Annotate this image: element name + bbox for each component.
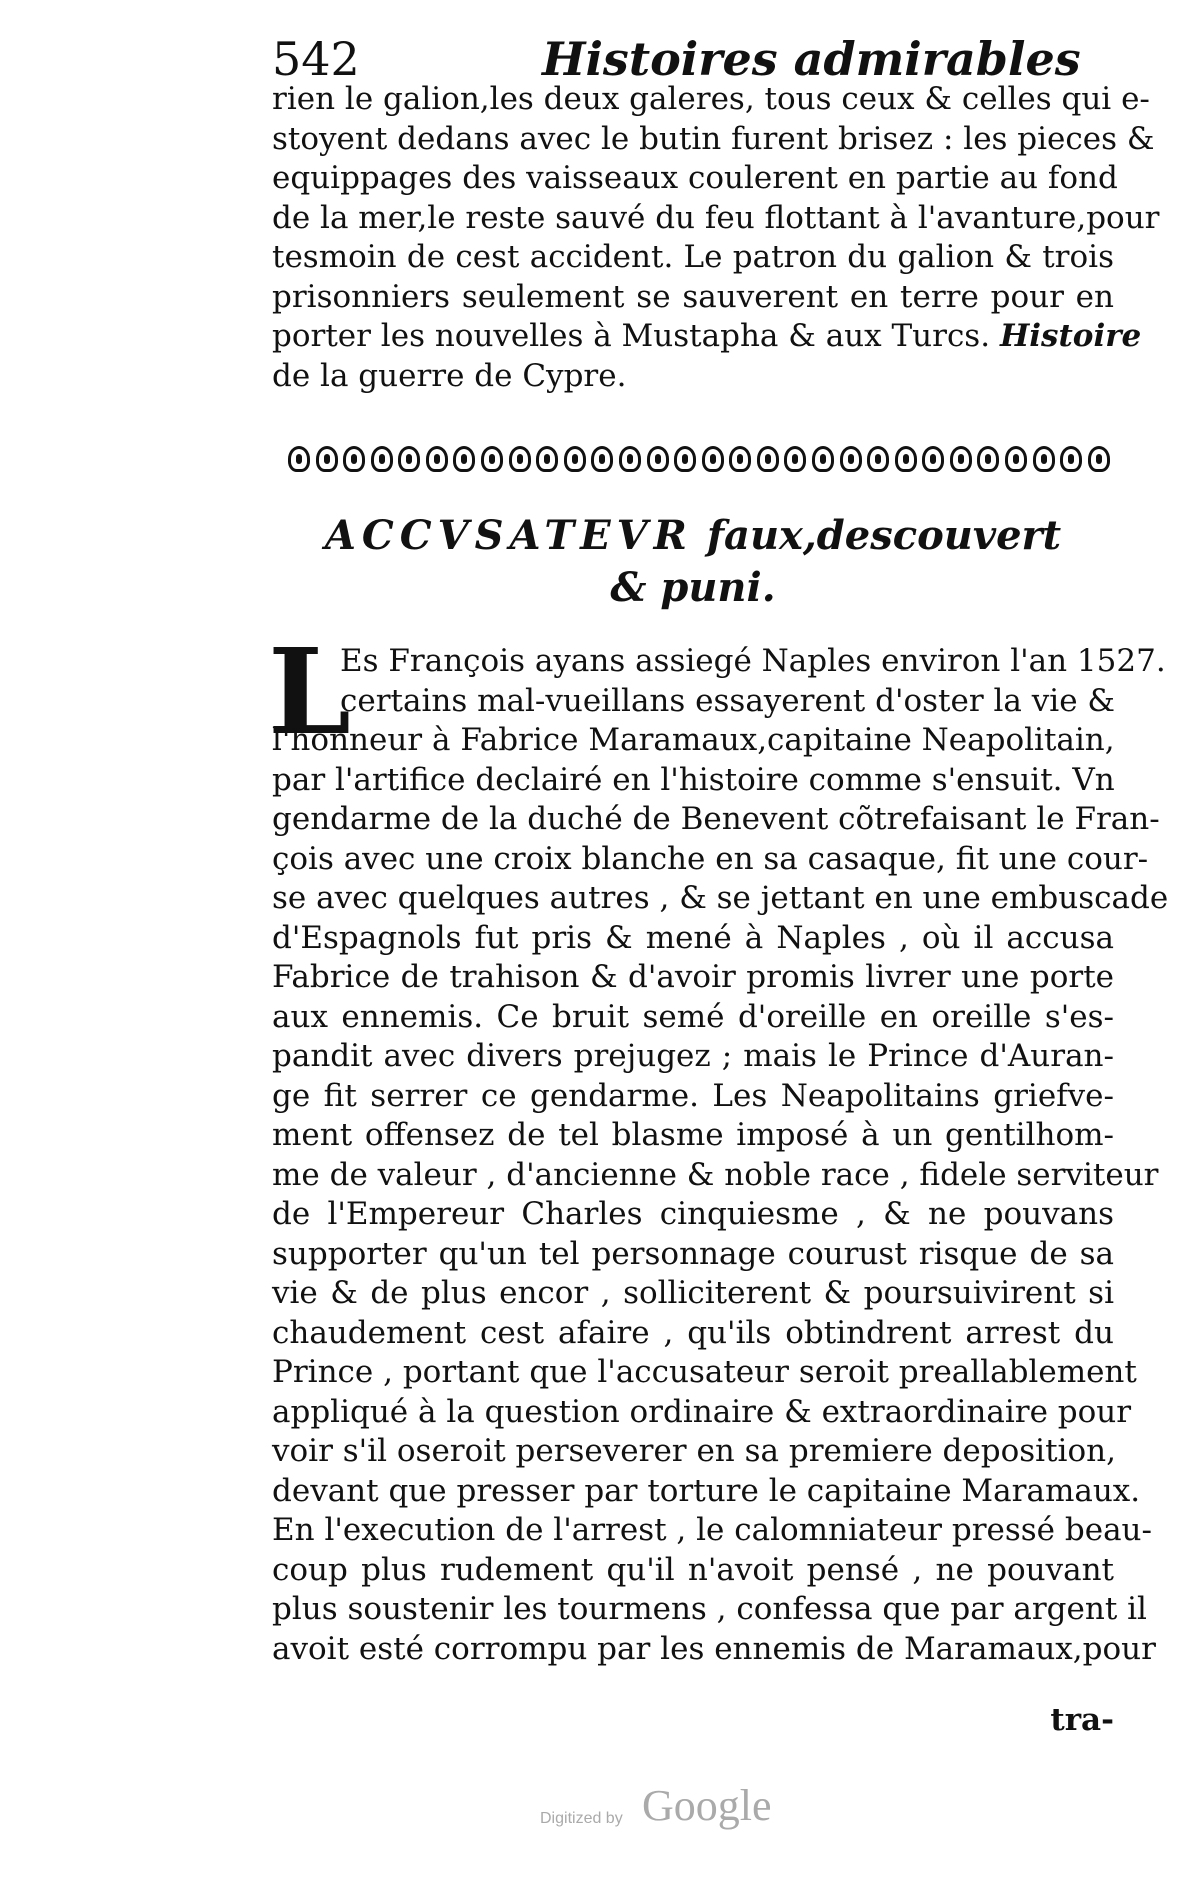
text-line: supporter qu'un tel personnage courust risque de sa (272, 1235, 1114, 1272)
catchword: tra- (1050, 1702, 1114, 1738)
text-line: rien le galion,les deux galeres, tous ceux & celles qui e- (272, 81, 1150, 117)
ornament-glyph (757, 446, 779, 472)
ornament-glyph (729, 446, 751, 472)
text-line: me de valeur , d'ancienne & noble race , fidele serviteur (272, 1156, 1159, 1193)
text-line: stoyent dedans avec le butin furent brisez : les pieces & (272, 120, 1155, 157)
text-line (272, 317, 1142, 357)
text-line: vie & de plus encor , solliciterent & poursuivirent si (272, 1275, 1114, 1311)
page-number: 542 (272, 32, 360, 86)
ornament-glyph (426, 446, 448, 472)
ornament-glyph (453, 446, 475, 472)
ornament-glyph (316, 446, 338, 472)
text-line: çois avec une croix blanche en sa casaque, fit une cour- (272, 840, 1149, 877)
text-line: equippages des vaisseaux coulerent en partie au fond (272, 160, 1118, 196)
ornament-glyph (977, 446, 999, 472)
ornament-glyph (647, 446, 669, 472)
text-line: plus soustenir les tourmens , confessa que par argent il (272, 1591, 1147, 1627)
ornament-glyph (784, 446, 806, 472)
text-line: de la mer,le reste sauvé du feu flottant à l'avanture,pour (272, 199, 1160, 236)
text-line: ge fit serrer ce gendarme. Les Neapolitains griefve- (272, 1077, 1114, 1114)
text-line: aux ennemis. Ce bruit semé d'oreille en oreille s'es- (272, 998, 1114, 1035)
heading-caps: ACCVSATEVR (324, 512, 693, 559)
text-line: gendarme de la duché de Benevent cõtrefaisant le Fran- (272, 801, 1160, 837)
text-line: par l'artifice declairé en l'histoire comme s'ensuit. Vn (272, 761, 1115, 798)
preceding-text-block (272, 80, 1160, 396)
heading-italic: faux,descouvert (706, 512, 1062, 559)
digitization-watermark (540, 1780, 840, 1840)
text-line: coup plus rudement qu'il n'avoit pensé , ne pouvant (272, 1551, 1114, 1588)
ornament-glyph (371, 446, 393, 472)
ornament-glyph (536, 446, 558, 472)
ornament-glyph (674, 446, 696, 472)
text-line: En l'execution de l'arrest , le calomniateur pressé beau- (272, 1512, 1152, 1548)
ornament-glyph (288, 446, 310, 472)
ornament-glyph (840, 446, 862, 472)
ornament-glyph (509, 446, 531, 472)
ornament-glyph (564, 446, 586, 472)
ornament-glyph (950, 446, 972, 472)
ornament-glyph (591, 446, 613, 472)
text-line: appliqué à la question ordinaire & extraordinaire pour (272, 1393, 1132, 1430)
ornament-glyph (922, 446, 944, 472)
text-line: Es François ayans assiegé Naples environ l'an 1527. (340, 643, 1166, 679)
ornament-glyph (619, 446, 641, 472)
ornament-glyph (1060, 446, 1082, 472)
text-line: Prince , portant que l'accusateur seroit preallablement (272, 1354, 1137, 1390)
section-heading (272, 510, 1114, 562)
running-head: Histoires admirables (542, 32, 1081, 86)
text-line: avoit esté corrompu par les ennemis de Maramaux,pour (272, 1630, 1156, 1667)
text-line: tesmoin de cest accident. Le patron du galion & trois (272, 239, 1114, 275)
source-citation-line: de la guerre de Cypre. (272, 357, 627, 394)
ornament-glyph (1005, 446, 1027, 472)
text-line: pandit avec divers prejugez ; mais le Prince d'Auran- (272, 1038, 1114, 1074)
ornament-glyph (481, 446, 503, 472)
ornament-glyph (895, 446, 917, 472)
ornament-glyph (1088, 446, 1110, 472)
ornament-glyph (343, 446, 365, 472)
ornament-glyph (867, 446, 889, 472)
section-heading-line2: & puni. (610, 564, 776, 611)
text-line: ment offensez de tel blasme imposé à un gentilhom- (272, 1117, 1114, 1153)
ornament-glyph (702, 446, 724, 472)
ornament-glyph (812, 446, 834, 472)
text-line: devant que presser par torture le capitaine Maramaux. (272, 1472, 1141, 1509)
watermark-small-text: Digitized by (540, 1810, 623, 1827)
text-line: chaudement cest afaire , qu'ils obtindrent arrest du (272, 1314, 1114, 1351)
text-line: prisonniers seulement se sauverent en terre pour en (272, 278, 1114, 315)
google-logo: Google (642, 1781, 772, 1830)
text-line: l'honneur à Fabrice Maramaux,capitaine Neapolitain, (272, 722, 1115, 758)
ornament-divider (288, 440, 1110, 478)
body-text-block (272, 642, 1169, 1669)
ornament-glyph (398, 446, 420, 472)
text-line: certains mal-vueillans essayerent d'oster la vie & (340, 682, 1115, 719)
text-line: de l'Empereur Charles cinquiesme , & ne pouvans (272, 1196, 1114, 1232)
text-line: se avec quelques autres , & se jettant en une embuscade (272, 880, 1169, 916)
text-line: voir s'il oseroit perseverer en sa premiere deposition, (272, 1433, 1116, 1469)
text-line: Fabrice de trahison & d'avoir promis livrer une porte (272, 959, 1114, 995)
source-citation: Histoire (999, 318, 1142, 354)
drop-cap: L (268, 622, 351, 761)
ornament-glyph (1033, 446, 1055, 472)
text-segment: porter les nouvelles à Mustapha & aux Turcs. (272, 318, 991, 354)
text-line: d'Espagnols fut pris & mené à Naples , où il accusa (272, 919, 1114, 956)
